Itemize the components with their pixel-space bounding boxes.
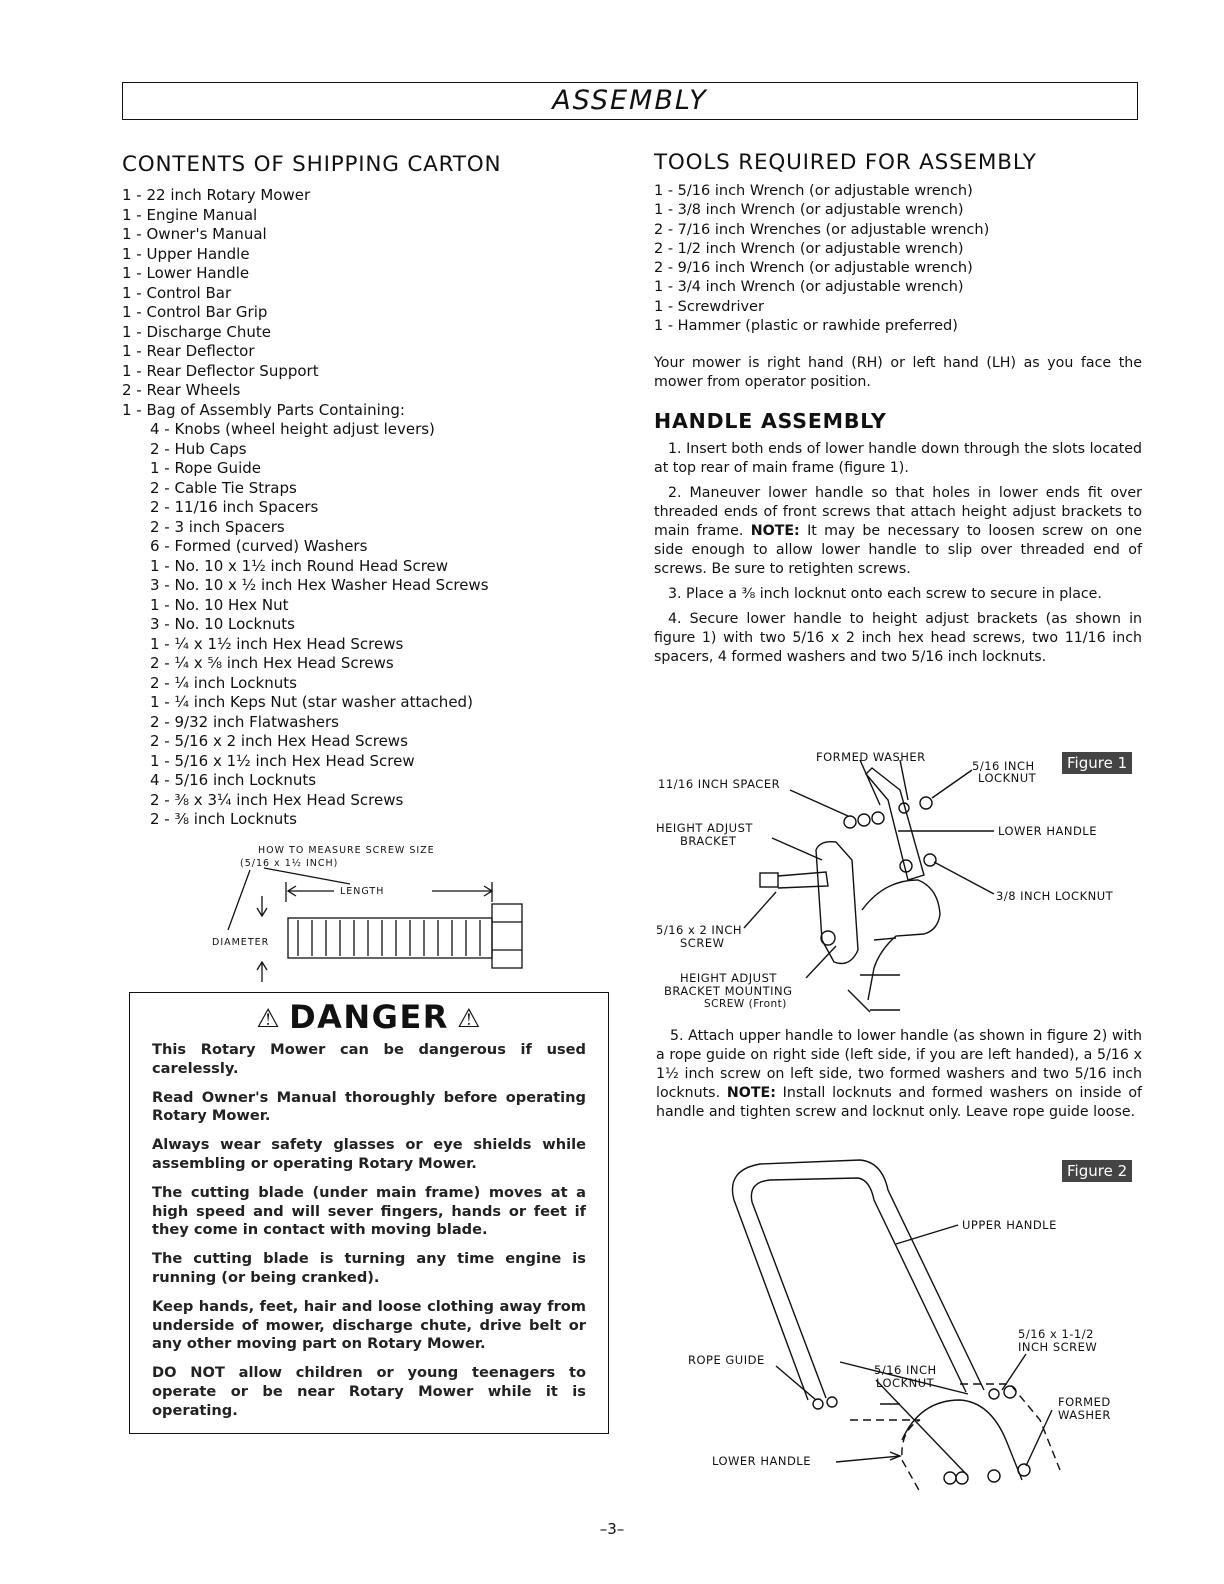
handle-step-5-text: 5. Attach upper handle to lower handle (as shown in figure 2) with a rope guide on right side (left side, if you are left handed), a 5/16 x 1½ inch screw on left side, two formed washers and two 5/16 inch locknuts.	[656, 1028, 1142, 1101]
tools-item: 2 - 9/16 inch Wrench (or adjustable wrench)	[654, 260, 973, 277]
contents-sub-item: 2 - ¼ inch Locknuts	[150, 673, 297, 692]
tools-item: 1 - Screwdriver	[654, 298, 764, 315]
contents-sub-item: 2 - 11/16 inch Spacers	[150, 498, 319, 516]
fig1-label-lower-handle: LOWER HANDLE	[998, 824, 1097, 838]
handle-step-2-text: 2. Maneuver lower handle so that holes in lower ends fit over threaded ends of front screws that attach height adjust brackets to main frame.	[654, 485, 1142, 540]
fig2-label-rope-guide: ROPE GUIDE	[688, 1353, 765, 1367]
fig2-label-locknut-b: LOCKNUT	[876, 1376, 935, 1390]
contents-item: 1 - Rear Deflector	[122, 342, 255, 360]
fig1-label-mount-b: BRACKET MOUNTING	[664, 984, 793, 998]
fig1-label-screw-b: SCREW	[680, 936, 725, 950]
hand-note: Your mower is right hand (RH) or left hand (LH) as you face the mower from operator position.	[654, 355, 1142, 391]
contents-sub-item: 2 - Cable Tie Straps	[150, 478, 297, 497]
page-number: –3–	[599, 1520, 625, 1538]
contents-item: 1 - Control Bar	[122, 283, 232, 302]
fig2-label-screw: 5/16 x 1-1/2	[1018, 1327, 1094, 1341]
contents-item: 1 - 22 inch Rotary Mower	[122, 186, 311, 204]
fig1-label-mount-c: SCREW (Front)	[704, 998, 787, 1010]
handle-heading: HANDLE ASSEMBLY	[654, 409, 887, 434]
contents-item: 1 - Bag of Assembly Parts Containing:	[122, 400, 405, 419]
tools-heading: TOOLS REQUIRED FOR ASSEMBLY	[654, 150, 1037, 175]
fig1-label-mount: HEIGHT ADJUST	[680, 971, 777, 985]
contents-sub-item: 2 - 3 inch Spacers	[150, 517, 285, 536]
page-title: ASSEMBLY	[552, 85, 708, 116]
contents-sub-item: 3 - No. 10 x ½ inch Hex Washer Head Screws	[150, 576, 489, 594]
contents-item: 1 - Rear Deflector Support	[122, 361, 319, 380]
contents-item: 1 - Engine Manual	[122, 205, 258, 224]
contents-sub-item: 1 - Rope Guide	[150, 459, 261, 477]
fig1-label-spacer: 11/16 INCH SPACER	[658, 777, 781, 791]
note-label: NOTE:	[726, 1085, 776, 1101]
measure-title: HOW TO MEASURE SCREW SIZE	[258, 845, 435, 856]
danger-paragraph: The cutting blade (under main frame) moves at a high speed and will sever fingers, hands or feet if they come in contact with moving blade.	[152, 1183, 586, 1239]
contents-item: 1 - Owner's Manual	[122, 225, 267, 243]
contents-sub-item: 2 - Hub Caps	[150, 439, 247, 458]
fig2-label-lower-handle: LOWER HANDLE	[712, 1454, 811, 1468]
contents-sub-item: 4 - Knobs (wheel height adjust levers)	[150, 420, 435, 438]
contents-item: 1 - Control Bar Grip	[122, 303, 268, 321]
tools-item: 2 - 7/16 inch Wrenches (or adjustable wrench)	[654, 221, 990, 238]
contents-sub-item: 2 - ¼ x ⅝ inch Hex Head Screws	[150, 654, 394, 672]
measure-diameter-label: DIAMETER	[212, 937, 270, 948]
warning-triangle-icon: ⚠	[256, 1004, 282, 1034]
warning-triangle-icon: ⚠	[456, 1004, 482, 1034]
fig1-label-locknut-38: 3/8 INCH LOCKNUT	[996, 889, 1114, 903]
contents-item: 2 - Rear Wheels	[122, 381, 241, 399]
danger-paragraph: Keep hands, feet, hair and loose clothing away from underside of mower, discharge chute, drive belt or any other moving part on Rotary Mower.	[152, 1297, 586, 1353]
contents-sub-item: 1 - No. 10 Hex Nut	[150, 595, 289, 614]
tools-item: 1 - 5/16 inch Wrench (or adjustable wrench)	[654, 183, 973, 199]
fig2-label-screw-b: INCH SCREW	[1018, 1340, 1098, 1354]
tools-item: 1 - Hammer (plastic or rawhide preferred)	[654, 318, 958, 335]
danger-paragraph: DO NOT allow children or young teenagers to operate or be near Rotary Mower while it is operating.	[152, 1364, 586, 1419]
contents-sub-item: 1 - ¼ x 1½ inch Hex Head Screws	[150, 634, 404, 653]
contents-item: 1 - Discharge Chute	[122, 322, 271, 341]
fig2-label-washer-b: WASHER	[1058, 1408, 1111, 1422]
contents-sub-item: 1 - ¼ inch Keps Nut (star washer attached)	[150, 693, 473, 711]
handle-step-5-note: Install locknuts and formed washers on inside of handle and tighten screw and locknut only. Leave rope guide loose.	[656, 1085, 1142, 1120]
contents-item: 1 - Lower Handle	[122, 264, 250, 282]
handle-step-1: 1. Insert both ends of lower handle down through the slots located at top rear of main frame (figure 1).	[654, 441, 1142, 477]
danger-paragraph: Always wear safety glasses or eye shields while assembling or operating Rotary Mower.	[152, 1136, 586, 1172]
contents-sub-item: 2 - 5/16 x 2 inch Hex Head Screws	[150, 732, 408, 750]
tools-item: 1 - 3/4 inch Wrench (or adjustable wrench)	[654, 279, 964, 296]
fig2-label-upper-handle: UPPER HANDLE	[962, 1218, 1057, 1232]
fig2-label-washer: FORMED	[1058, 1395, 1111, 1409]
tools-item: 2 - 1/2 inch Wrench (or adjustable wrench)	[654, 240, 964, 257]
fig1-label-screw: 5/16 x 2 INCH	[656, 923, 743, 937]
fig1-label-locknut-516: 5/16 INCH	[972, 759, 1035, 773]
note-label: NOTE:	[750, 523, 800, 540]
fig2-label-locknut: 5/16 INCH	[874, 1363, 937, 1377]
fig1-label-locknut-516b: LOCKNUT	[978, 771, 1037, 785]
handle-step-4: 4. Secure lower handle to height adjust brackets (as shown in figure 1) with two 5/16 x 2 inch hex head screws, two 11/16 inch spacers, 4 formed washers and two 5/16 inch locknuts.	[654, 611, 1142, 666]
contents-heading: CONTENTS OF SHIPPING CARTON	[122, 152, 502, 177]
handle-step-2-note: It may be necessary to loosen screw on one side enough to allow lower handle to slip over threaded end of screws. Be sure to retighten screws.	[654, 523, 1142, 578]
measure-length-label: LENGTH	[340, 886, 385, 897]
contents-sub-item: 3 - No. 10 Locknuts	[150, 615, 295, 633]
danger-paragraph: Read Owner's Manual thoroughly before operating Rotary Mower.	[152, 1088, 586, 1125]
danger-title-text: DANGER	[289, 998, 449, 1036]
contents-sub-item: 6 - Formed (curved) Washers	[150, 537, 368, 555]
fig1-label-bracket-b: BRACKET	[680, 834, 737, 848]
measure-subtitle: (5/16 x 1½ INCH)	[240, 858, 339, 869]
contents-sub-item: 2 - ⅜ inch Locknuts	[150, 810, 297, 828]
contents-item: 1 - Upper Handle	[122, 244, 250, 263]
figure-2-tag: Figure 2	[1062, 1160, 1132, 1182]
tools-item: 1 - 3/8 inch Wrench (or adjustable wrench)	[654, 202, 964, 219]
contents-sub-item: 2 - 9/32 inch Flatwashers	[150, 712, 340, 731]
handle-step-3: 3. Place a ⅜ inch locknut onto each screw to secure in place.	[668, 586, 1102, 603]
fig1-label-bracket: HEIGHT ADJUST	[656, 821, 753, 835]
contents-sub-item: 4 - 5/16 inch Locknuts	[150, 771, 317, 789]
contents-sub-item: 1 - 5/16 x 1½ inch Hex Head Screw	[150, 751, 415, 770]
fig1-label-formed-washer: FORMED WASHER	[816, 750, 926, 764]
contents-sub-item: 1 - No. 10 x 1½ inch Round Head Screw	[150, 556, 449, 575]
danger-paragraph: This Rotary Mower can be dangerous if used carelessly.	[152, 1041, 586, 1077]
figure-1-tag: Figure 1	[1062, 752, 1132, 774]
contents-sub-item: 2 - ⅜ x 3¼ inch Hex Head Screws	[150, 790, 404, 809]
danger-paragraph: The cutting blade is turning any time engine is running (or being cranked).	[152, 1250, 586, 1286]
